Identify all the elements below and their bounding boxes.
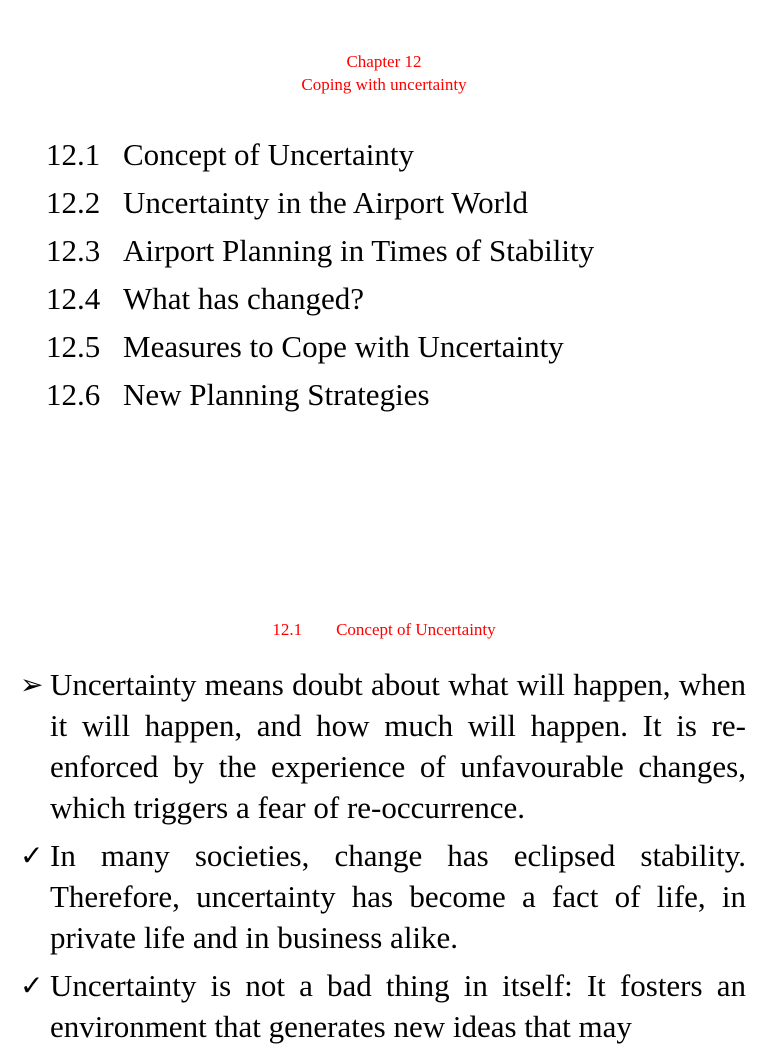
bullet-item (0, 965, 768, 1047)
bullet-list (0, 664, 768, 1054)
bullet-text: Uncertainty means doubt about what will happen, when it will happen, and how much will happen. It is re-enforced by the experience of unfavourable changes, which triggers a fear of re-occurrence. (50, 667, 746, 825)
toc-item-title: Concept of Uncertainty (123, 137, 414, 172)
toc-item-title: Uncertainty in the Airport World (123, 185, 529, 220)
toc-item-number: 12.6 (46, 377, 101, 412)
toc-item-12-4 (46, 275, 746, 323)
section-number: 12.1 (272, 620, 303, 639)
toc-item-title: New Planning Strategies (123, 377, 430, 412)
toc-item-12-5 (46, 323, 746, 371)
section-heading (0, 618, 768, 641)
toc-item-12-1 (46, 131, 746, 179)
toc-item-title: Airport Planning in Times of Stability (123, 233, 595, 268)
bullet-text: Uncertainty is not a bad thing in itself: It fosters an environment that generates new ideas that may (50, 968, 746, 1044)
toc-item-number: 12.4 (46, 281, 101, 316)
chapter-label: Chapter 12 (346, 52, 422, 71)
toc-item-12-6 (46, 371, 746, 419)
chapter-title: Coping with uncertainty (301, 75, 467, 94)
toc-item-title: Measures to Cope with Uncertainty (123, 329, 564, 364)
toc-item-number: 12.2 (46, 185, 101, 220)
toc-item-12-2 (46, 179, 746, 227)
toc-item-number: 12.3 (46, 233, 101, 268)
table-of-contents (46, 131, 746, 419)
bullet-item (0, 664, 768, 828)
toc-item-title: What has changed? (123, 281, 364, 316)
section-title: Concept of Uncertainty (336, 620, 496, 639)
checkmark-bullet-icon: ✓ (20, 839, 44, 872)
toc-item-number: 12.1 (46, 137, 101, 172)
arrow-bullet-icon: ➢ (20, 668, 44, 701)
bullet-item (0, 835, 768, 958)
bullet-text: In many societies, change has eclipsed stability. Therefore, uncertainty has become a fact of life, in private life and in business alike. (50, 838, 746, 955)
toc-item-number: 12.5 (46, 329, 101, 364)
toc-item-12-3 (46, 227, 746, 275)
chapter-header (0, 50, 768, 96)
checkmark-bullet-icon: ✓ (20, 969, 44, 1002)
